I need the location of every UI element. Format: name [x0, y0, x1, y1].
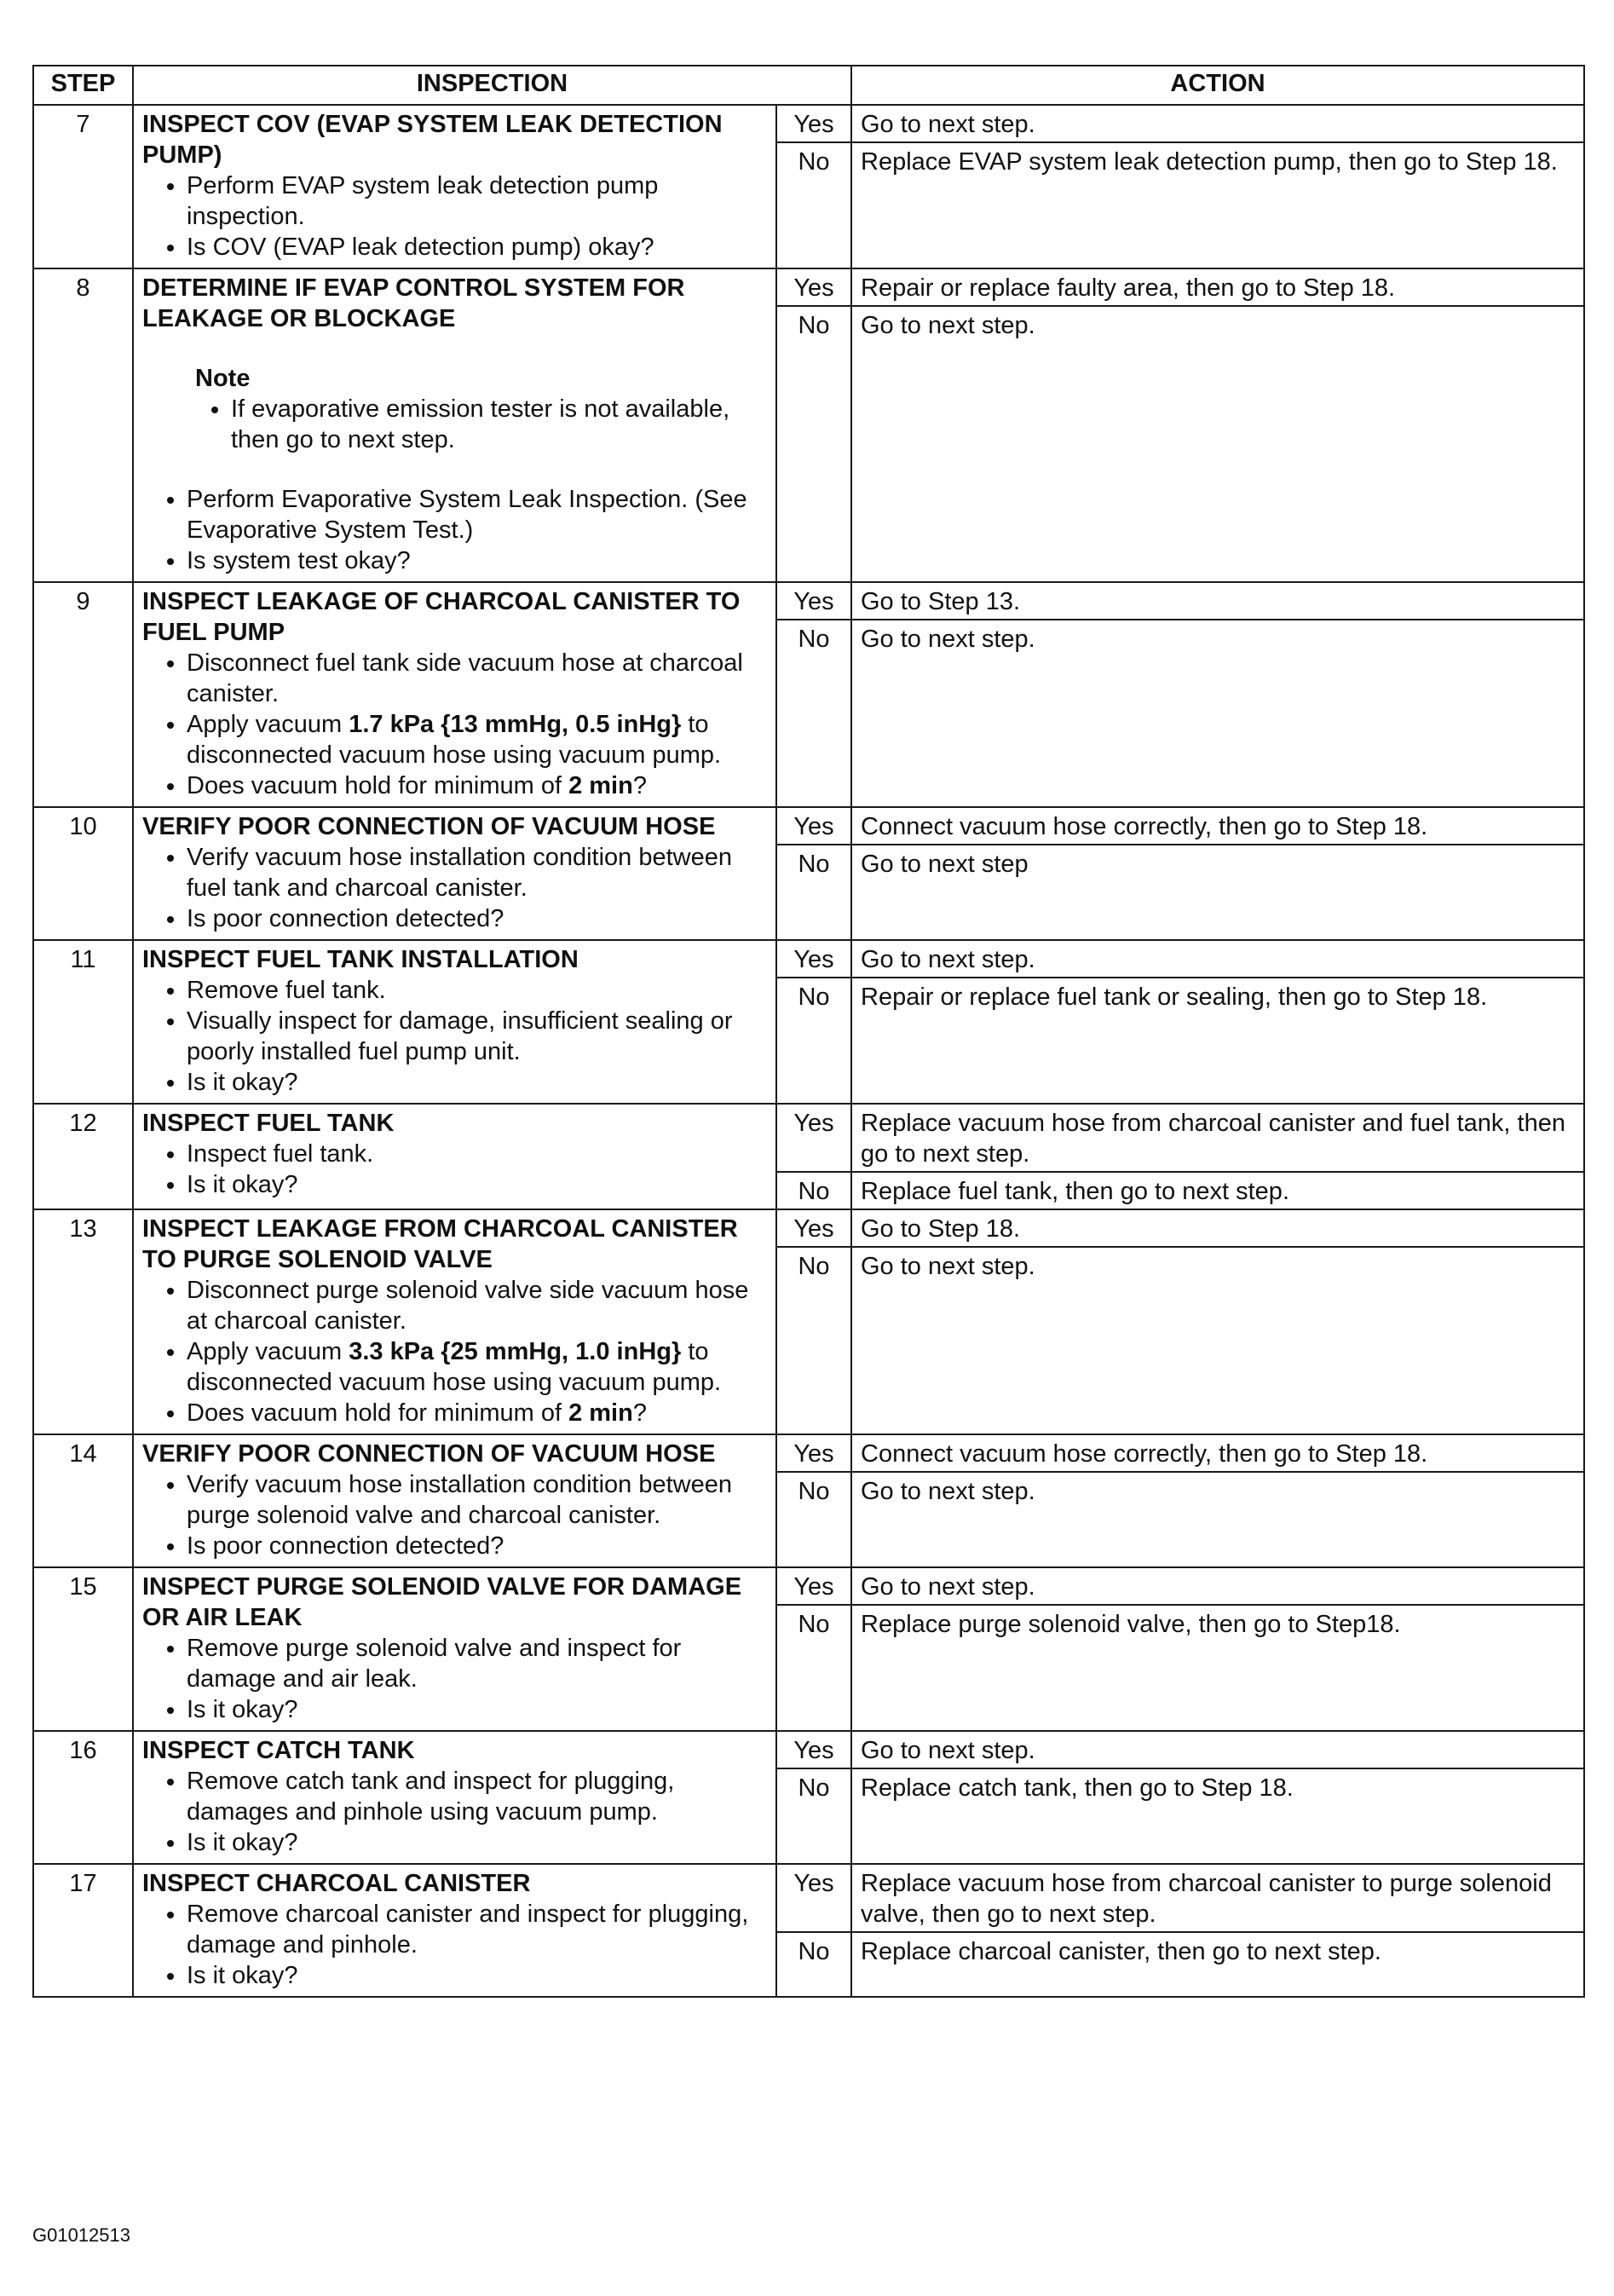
yes-action: Go to next step.	[851, 1731, 1584, 1768]
result-no-label: No	[776, 978, 851, 1104]
result-yes-label: Yes	[776, 1567, 851, 1605]
document-code: G01012513	[32, 2224, 130, 2246]
inspection-title: INSPECT COV (EVAP SYSTEM LEAK DETECTION PUMP)	[142, 111, 723, 169]
table-row	[33, 1731, 1584, 1768]
table-row	[33, 940, 1584, 978]
result-yes-label: Yes	[776, 1104, 851, 1172]
bullet-item	[187, 1336, 767, 1398]
bullet-text: Does vacuum hold for minimum of	[187, 1399, 569, 1427]
table-header-row	[33, 66, 1584, 105]
inspection-bullets	[142, 1275, 767, 1428]
yes-action: Go to next step.	[851, 940, 1584, 978]
inspection-title: INSPECT FUEL TANK INSTALLATION	[142, 946, 579, 973]
inspection-bullets	[142, 1899, 767, 1991]
result-no-label: No	[776, 845, 851, 940]
result-yes-label: Yes	[776, 1209, 851, 1247]
bullet-item: • Is poor connection detected?	[187, 903, 767, 934]
yes-action: Connect vacuum hose correctly, then go to Step 18.	[851, 1434, 1584, 1472]
bullet-item: • Is it okay?	[187, 1169, 767, 1200]
inspection-cell	[133, 1104, 776, 1209]
step-number: 15	[33, 1567, 133, 1731]
no-action: Replace catch tank, then go to Step 18.	[851, 1768, 1584, 1864]
bullet-item: • Is COV (EVAP leak detection pump) okay?	[187, 232, 767, 262]
bullet-item: • Is it okay?	[187, 1960, 767, 1991]
header-inspection: INSPECTION	[133, 66, 851, 105]
bullet-text: Disconnect purge solenoid valve side vacuum hose at charcoal canister.	[187, 1277, 749, 1335]
table-row	[33, 105, 1584, 142]
table-row	[33, 1434, 1584, 1472]
inspection-bullets	[142, 1139, 767, 1200]
yes-action: Go to Step 18.	[851, 1209, 1584, 1247]
no-action: Replace fuel tank, then go to next step.	[851, 1172, 1584, 1209]
inspection-bullets	[142, 1766, 767, 1858]
inspection-title: INSPECT LEAKAGE FROM CHARCOAL CANISTER TO PURGE SOLENOID VALVE	[142, 1215, 738, 1273]
diagnostic-procedure-sheet	[32, 65, 1583, 1998]
bullet-item: • Is it okay?	[187, 1694, 767, 1725]
result-no-label: No	[776, 142, 851, 268]
inspection-bullets	[142, 975, 767, 1098]
bullet-item: • Is poor connection detected?	[187, 1531, 767, 1561]
spacer	[142, 455, 767, 484]
result-yes-label: Yes	[776, 582, 851, 620]
inspection-cell	[133, 1209, 776, 1434]
step-number: 14	[33, 1434, 133, 1567]
yes-action: Go to next step.	[851, 1567, 1584, 1605]
bullet-text: ?	[632, 772, 647, 799]
inspection-cell	[133, 1864, 776, 1997]
no-action: Repair or replace fuel tank or sealing, then go to Step 18.	[851, 978, 1584, 1104]
bullet-item: • Visually inspect for damage, insufficient sealing or poorly installed fuel pump unit.	[187, 1006, 767, 1067]
bullet-item: • Verify vacuum hose installation condition between purge solenoid valve and charcoal canister.	[187, 1469, 767, 1531]
spec-value: 2 min	[568, 1399, 633, 1427]
result-no-label: No	[776, 1605, 851, 1731]
bullet-text: Does vacuum hold for minimum of	[187, 772, 569, 799]
bullet-item	[187, 648, 767, 709]
table-row	[33, 1864, 1584, 1932]
result-no-label: No	[776, 1768, 851, 1864]
inspection-table	[32, 65, 1585, 1998]
inspection-cell	[133, 1731, 776, 1864]
result-yes-label: Yes	[776, 1434, 851, 1472]
bullet-text: Apply vacuum	[187, 1338, 349, 1365]
no-action: Go to next step.	[851, 306, 1584, 582]
bullet-item: • Is system test okay?	[187, 545, 767, 576]
no-action: Go to next step.	[851, 620, 1584, 807]
result-no-label: No	[776, 620, 851, 807]
step-number: 17	[33, 1864, 133, 1997]
result-no-label: No	[776, 1247, 851, 1434]
bullet-item	[187, 709, 767, 770]
table-row	[33, 268, 1584, 306]
inspection-cell	[133, 105, 776, 268]
inspection-title: INSPECT CATCH TANK	[142, 1737, 415, 1764]
bullet-text: to disconnected vacuum hose using vacuum pump.	[187, 1338, 722, 1396]
result-yes-label: Yes	[776, 268, 851, 306]
table-body	[33, 105, 1584, 1997]
inspection-cell	[133, 1567, 776, 1731]
inspection-cell	[133, 807, 776, 940]
inspection-cell	[133, 940, 776, 1104]
step-number: 12	[33, 1104, 133, 1209]
bullet-item: • Remove charcoal canister and inspect for plugging, damage and pinhole.	[187, 1899, 767, 1960]
inspection-bullets	[142, 484, 767, 576]
step-number: 7	[33, 105, 133, 268]
table-row	[33, 582, 1584, 620]
inspection-title: DETERMINE IF EVAP CONTROL SYSTEM FOR LEAKAGE OR BLOCKAGE	[142, 274, 685, 332]
bullet-item: • Perform EVAP system leak detection pump inspection.	[187, 170, 767, 232]
no-action: Go to next step.	[851, 1247, 1584, 1434]
bullet-text: Apply vacuum	[187, 711, 349, 738]
inspection-title: INSPECT LEAKAGE OF CHARCOAL CANISTER TO FUEL PUMP	[142, 588, 741, 646]
no-action: Replace purge solenoid valve, then go to Step18.	[851, 1605, 1584, 1731]
header-step: STEP	[33, 66, 133, 105]
inspection-bullets	[142, 170, 767, 262]
yes-action: Replace vacuum hose from charcoal canister and fuel tank, then go to next step.	[851, 1104, 1584, 1172]
step-number: 13	[33, 1209, 133, 1434]
inspection-cell	[133, 1434, 776, 1567]
yes-action: Go to next step.	[851, 105, 1584, 142]
spec-value: 3.3 kPa {25 mmHg, 1.0 inHg}	[349, 1338, 682, 1365]
inspection-bullets	[142, 1469, 767, 1561]
table-row	[33, 1104, 1584, 1172]
yes-action: Go to Step 13.	[851, 582, 1584, 620]
table-row	[33, 807, 1584, 845]
bullet-item: • Is it okay?	[187, 1067, 767, 1098]
note-list	[142, 394, 767, 455]
no-action: Go to next step.	[851, 1472, 1584, 1567]
bullet-item: • Remove purge solenoid valve and inspect for damage and air leak.	[187, 1633, 767, 1694]
inspection-bullets	[142, 648, 767, 801]
table-row	[33, 1209, 1584, 1247]
step-number: 9	[33, 582, 133, 807]
inspection-title: INSPECT FUEL TANK	[142, 1110, 395, 1137]
header-action: ACTION	[851, 66, 1584, 105]
bullet-text: Disconnect fuel tank side vacuum hose at charcoal canister.	[187, 649, 743, 707]
result-no-label: No	[776, 1172, 851, 1209]
spec-value: 2 min	[568, 772, 633, 799]
bullet-item: • Inspect fuel tank.	[187, 1139, 767, 1169]
bullet-item: • Remove catch tank and inspect for plugging, damages and pinhole using vacuum pump.	[187, 1766, 767, 1827]
no-action: Replace EVAP system leak detection pump, then go to Step 18.	[851, 142, 1584, 268]
step-number: 16	[33, 1731, 133, 1864]
bullet-item: • Is it okay?	[187, 1827, 767, 1858]
step-number: 11	[33, 940, 133, 1104]
table-row	[33, 1567, 1584, 1605]
result-no-label: No	[776, 306, 851, 582]
result-yes-label: Yes	[776, 1731, 851, 1768]
inspection-title: VERIFY POOR CONNECTION OF VACUUM HOSE	[142, 813, 716, 840]
yes-action: Repair or replace faulty area, then go to Step 18.	[851, 268, 1584, 306]
inspection-bullets	[142, 842, 767, 934]
bullet-item: • Remove fuel tank.	[187, 975, 767, 1006]
step-number: 8	[33, 268, 133, 582]
inspection-bullets	[142, 1633, 767, 1725]
yes-action: Connect vacuum hose correctly, then go to Step 18.	[851, 807, 1584, 845]
result-yes-label: Yes	[776, 807, 851, 845]
spec-value: 1.7 kPa {13 mmHg, 0.5 inHg}	[349, 711, 682, 738]
result-no-label: No	[776, 1932, 851, 1997]
bullet-item	[187, 1398, 767, 1428]
inspection-title: INSPECT CHARCOAL CANISTER	[142, 1870, 531, 1897]
inspection-title: INSPECT PURGE SOLENOID VALVE FOR DAMAGE OR AIR LEAK	[142, 1573, 742, 1631]
note-item: • If evaporative emission tester is not available, then go to next step.	[231, 394, 767, 455]
result-yes-label: Yes	[776, 105, 851, 142]
bullet-text: ?	[632, 1399, 647, 1427]
result-no-label: No	[776, 1472, 851, 1567]
bullet-item	[187, 770, 767, 801]
no-action: Go to next step	[851, 845, 1584, 940]
step-number: 10	[33, 807, 133, 940]
no-action: Replace charcoal canister, then go to next step.	[851, 1932, 1584, 1997]
bullet-item: • Verify vacuum hose installation condition between fuel tank and charcoal canister.	[187, 842, 767, 903]
note-heading: Note	[195, 365, 251, 392]
yes-action: Replace vacuum hose from charcoal canister to purge solenoid valve, then go to next step.	[851, 1864, 1584, 1932]
inspection-cell	[133, 582, 776, 807]
bullet-text: to disconnected vacuum hose using vacuum pump.	[187, 711, 722, 769]
result-yes-label: Yes	[776, 940, 851, 978]
inspection-title: VERIFY POOR CONNECTION OF VACUUM HOSE	[142, 1440, 716, 1468]
result-yes-label: Yes	[776, 1864, 851, 1932]
bullet-item	[187, 1275, 767, 1336]
inspection-cell	[133, 268, 776, 582]
bullet-item: • Perform Evaporative System Leak Inspection. (See Evaporative System Test.)	[187, 484, 767, 545]
